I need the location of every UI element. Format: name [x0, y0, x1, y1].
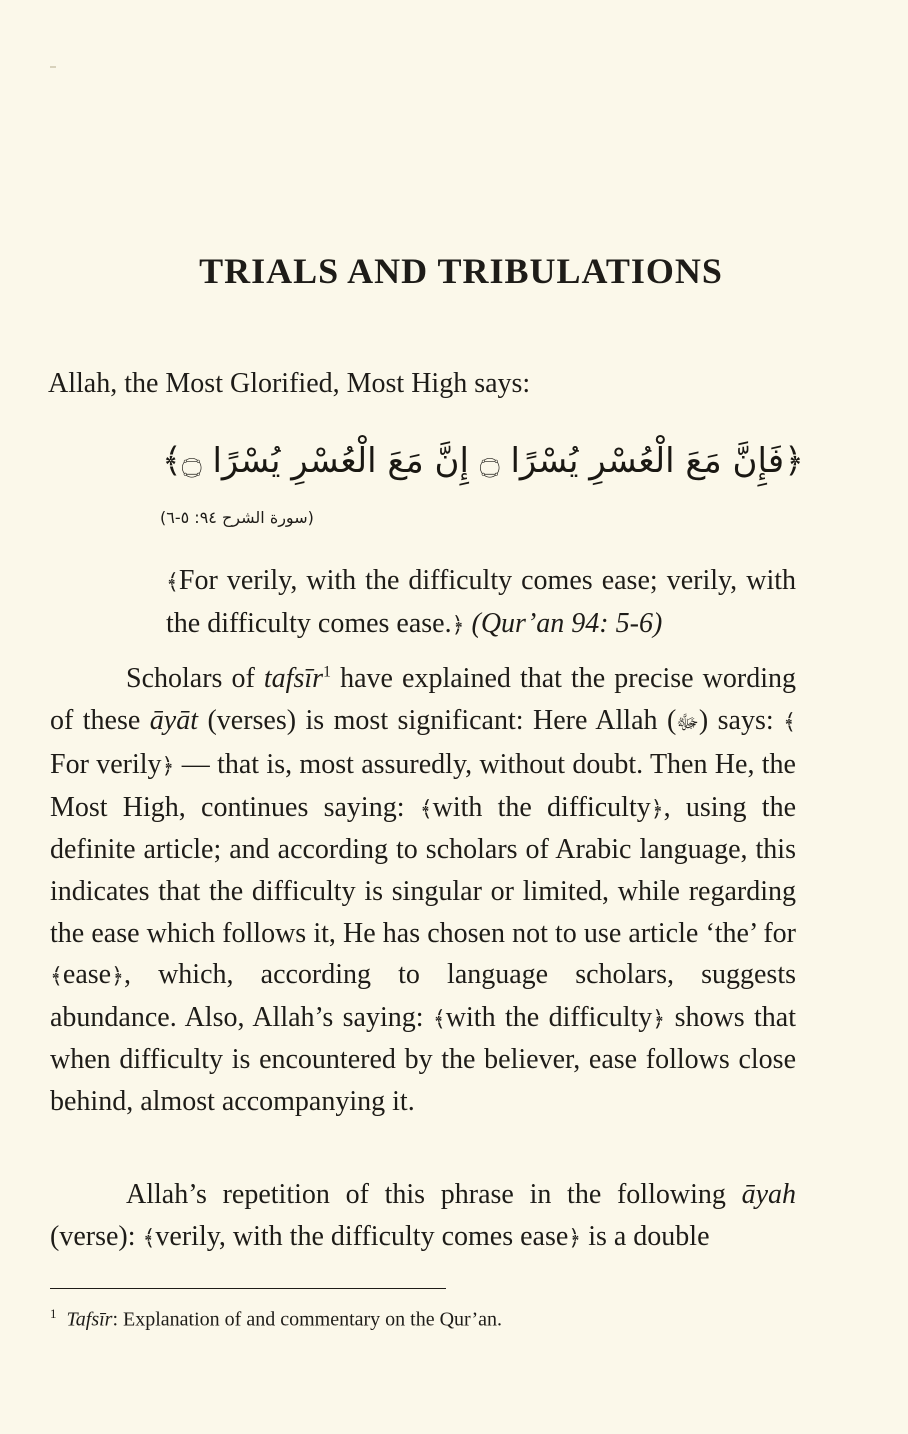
footnote-reference: 1 [323, 663, 332, 681]
verse-citation: (Qur’an 94: 5-6) [471, 608, 663, 639]
footnote-divider [50, 1288, 446, 1289]
text-run: ) says: [698, 704, 784, 736]
text-run: shows that when difficulty is encountered by the believer, ease follows close behind, almost accompanying it. [50, 1001, 796, 1117]
quote-close-bracket: ﴿ [568, 1224, 582, 1250]
quote-open-bracket: ﴾ [432, 1005, 446, 1031]
text-run: — that is, most assuredly, without doubt. Then He, the Most High, continues saying: [50, 749, 796, 823]
text-run: Scholars of [126, 663, 264, 694]
verse-translation [166, 560, 796, 646]
quote-close-bracket: ﴿ [650, 795, 664, 821]
arabic-verse: ﴿فَإِنَّ مَعَ الْعُسْرِ يُسْرًا ۝ إِنَّ مَعَ الْعُسْرِ يُسْرًا ۝﴾ [161, 441, 804, 481]
paragraph-1 [50, 658, 796, 1123]
quote-close-bracket: ﴿ [161, 753, 175, 779]
footnote [50, 1306, 502, 1332]
footnote-number: 1 [50, 1306, 57, 1321]
quoted-phrase: ease [62, 959, 112, 991]
quoted-phrase: verily, with the difficulty comes ease [155, 1220, 569, 1252]
text-run: , which, according to language scholars, suggests abundance. Also, Allah’s saying: [50, 959, 796, 1033]
paragraph-2 [50, 1174, 796, 1258]
quote-open-bracket: ﴾ [142, 1224, 156, 1250]
quoted-phrase: with the difficulty [432, 791, 651, 823]
ayah-term: āyah [741, 1179, 796, 1210]
paper-speck [50, 66, 56, 68]
chapter-title: TRIALS AND TRIBULATIONS [199, 251, 723, 291]
honorific-symbol: ﷻ [676, 711, 699, 734]
quote-open-bracket: ﴾ [166, 569, 179, 594]
quote-close-bracket: ﴿ [652, 1005, 666, 1031]
quote-open-bracket: ﴾ [419, 795, 433, 821]
tafsir-term: tafsīr [263, 663, 324, 694]
quoted-phrase: For verily [50, 749, 162, 781]
arabic-verse-reference: (سورة الشرح ٩٤: ٥-٦) [160, 508, 314, 527]
text-run: have explained that the precise wording of these [50, 663, 796, 736]
text-run: (verses) is most significant: Here Allah ( [197, 704, 677, 736]
quoted-phrase: with the difficulty [445, 1001, 653, 1033]
quote-close-bracket: ﴿ [111, 963, 124, 989]
footnote-text: : Explanation of and commentary on the Qur’an. [112, 1308, 502, 1331]
intro-line: Allah, the Most Glorified, Most High says: [48, 368, 531, 399]
quote-open-bracket: ﴾ [50, 963, 63, 989]
quote-open-bracket: ﴾ [783, 708, 796, 734]
text-run: (verse): [50, 1220, 143, 1252]
ayat-term: āyāt [149, 704, 198, 736]
quote-close-bracket: ﴿ [451, 612, 465, 637]
footnote-term: Tafsīr [66, 1308, 113, 1331]
text-run: , using the definite article; and according to scholars of Arabic language, this indicates that the difficulty is singular or limited, while regarding the ease which follows it, He has chosen not to use article ‘the’ for [50, 791, 796, 949]
translation-text: For verily, with the difficulty comes ease; verily, with the difficulty comes ease. [166, 565, 796, 639]
text-run: is a double [581, 1220, 710, 1252]
text-run: Allah’s repetition of this phrase in the following [126, 1179, 742, 1210]
